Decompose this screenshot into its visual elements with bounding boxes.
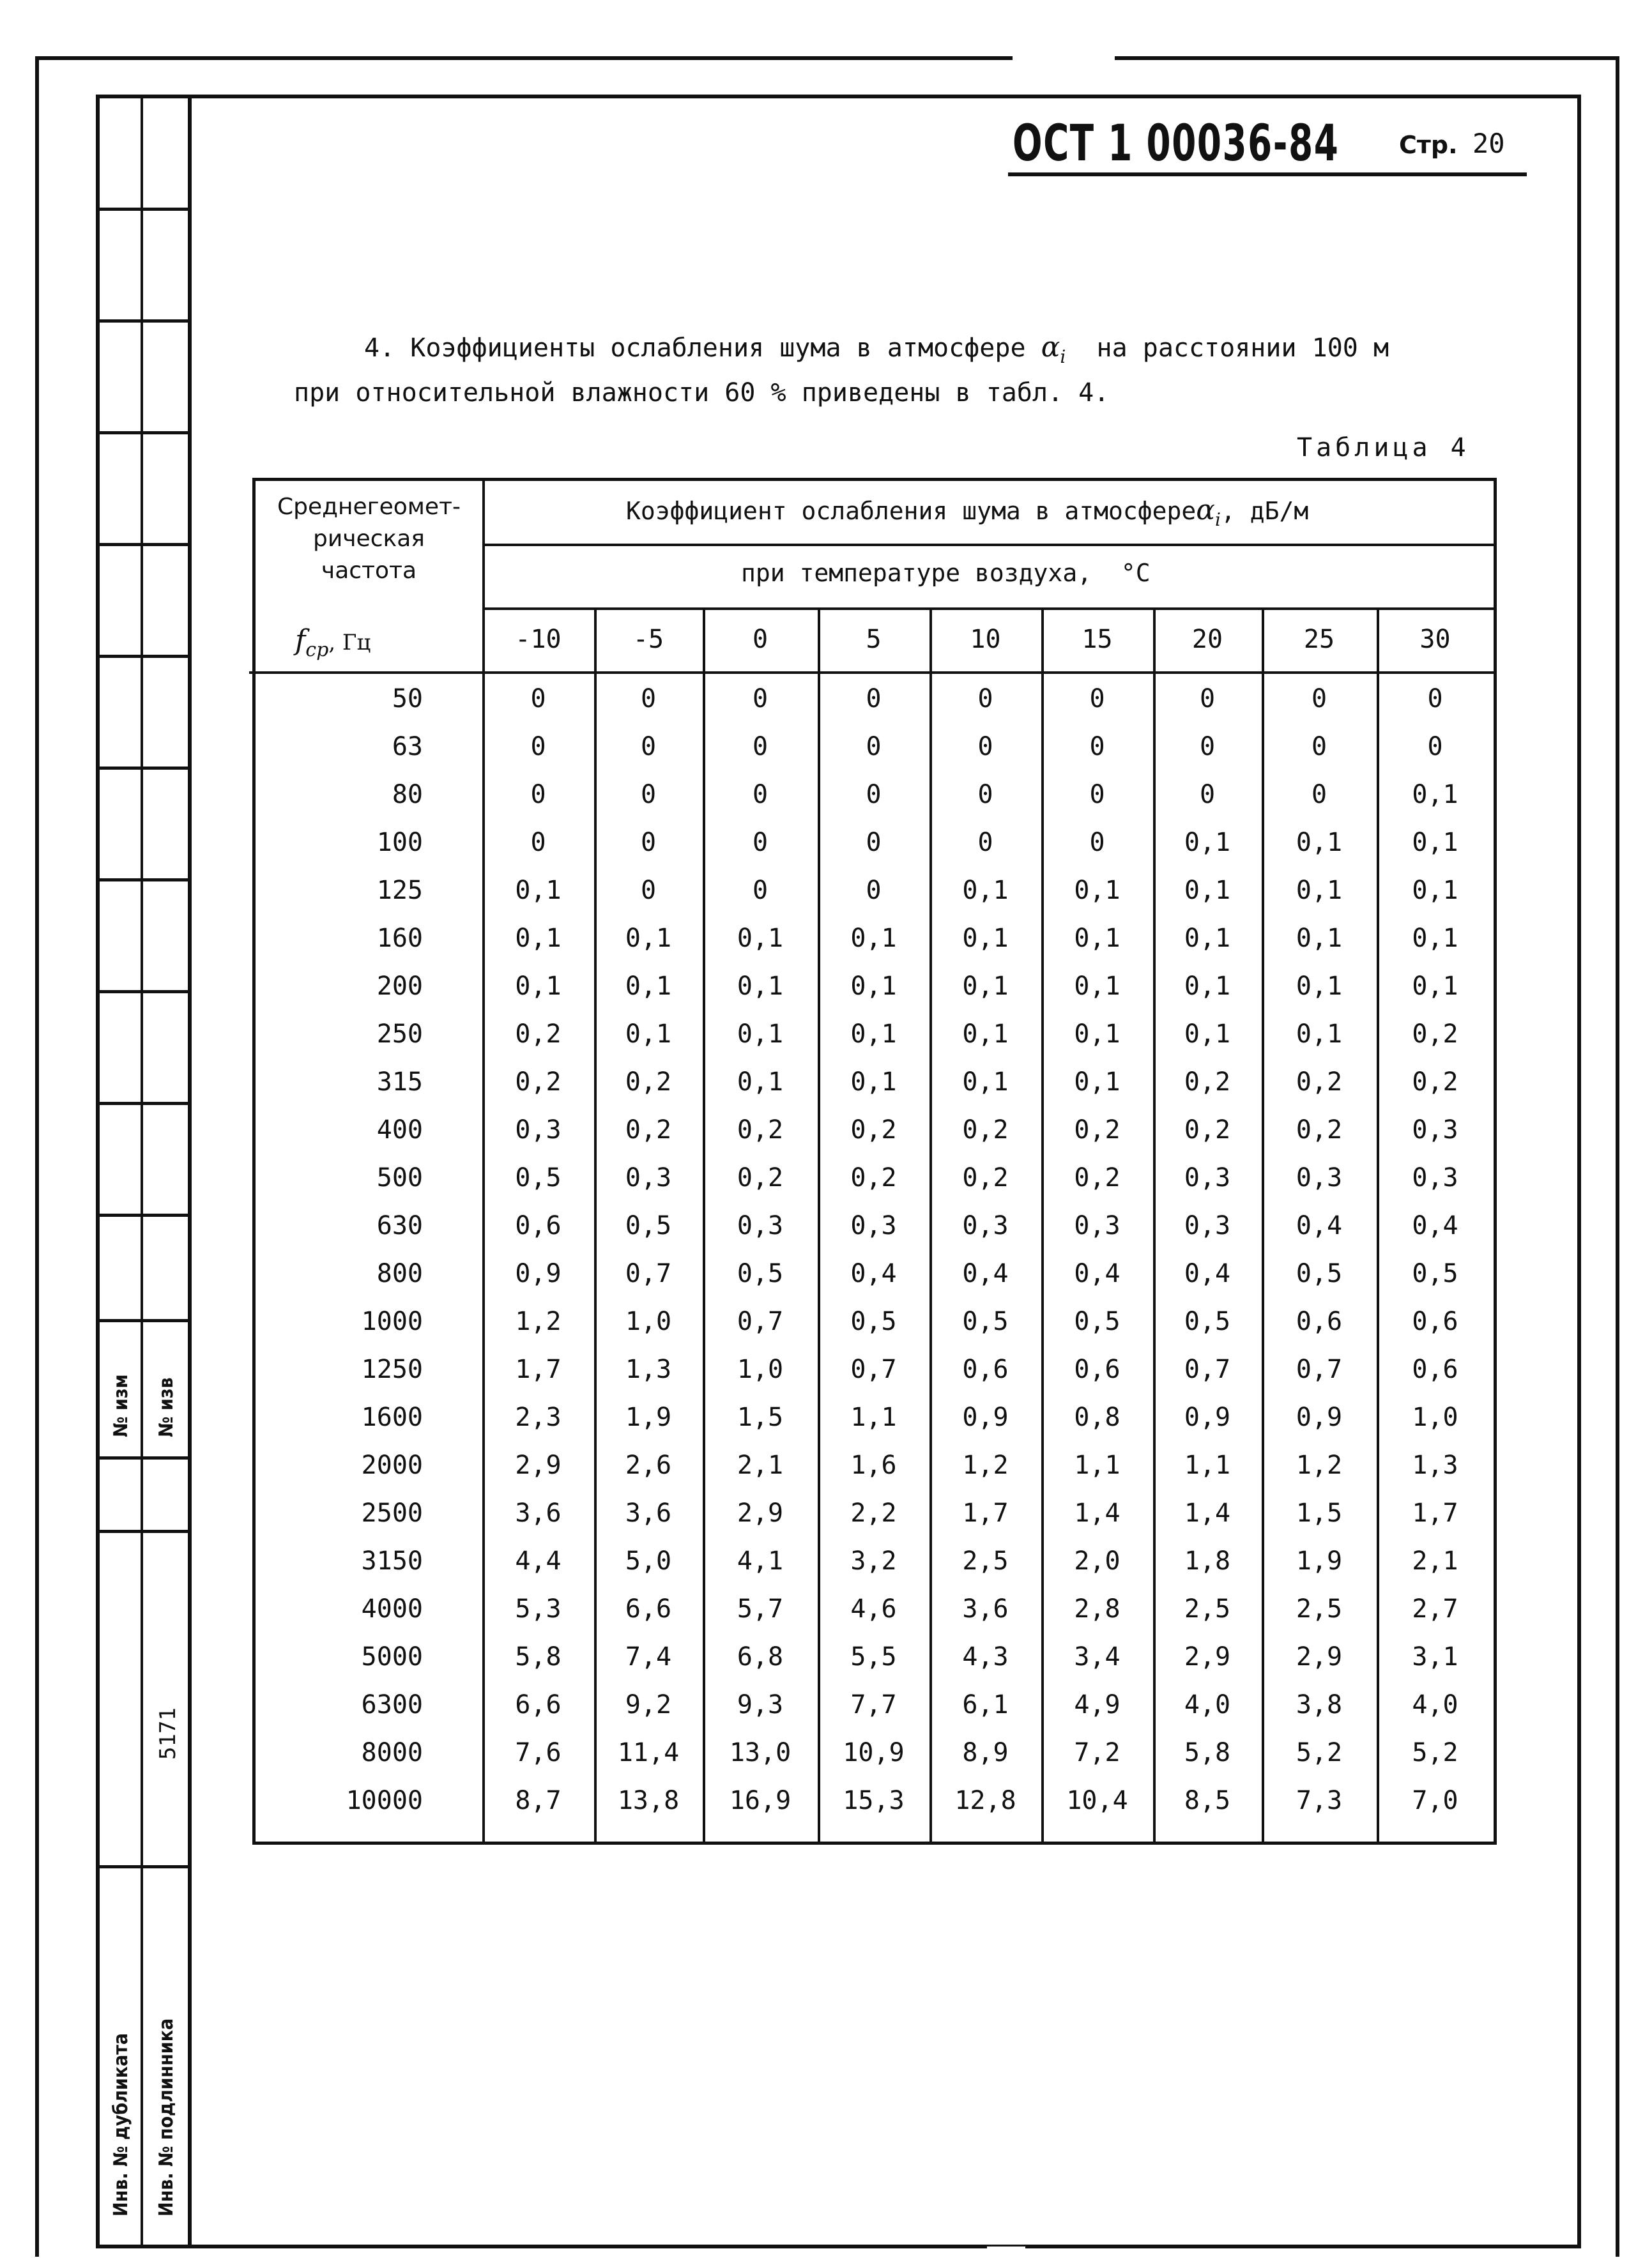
inv-original-label: Инв. № подлинника xyxy=(155,2018,178,2216)
frequency-value: 400 xyxy=(376,1115,423,1145)
coefficient-value: 11,4 xyxy=(617,1738,680,1767)
coefficient-value: 1,3 xyxy=(1412,1451,1458,1480)
coefficient-value: 5,3 xyxy=(515,1594,562,1624)
frequency-value: 1600 xyxy=(361,1403,423,1432)
coefficient-value: 0,5 xyxy=(1074,1307,1120,1336)
coefficient-value: 0,5 xyxy=(515,1163,562,1193)
coefficient-value: 0,1 xyxy=(625,1019,672,1049)
coefficient-value: 0 xyxy=(1199,732,1216,761)
coefficient-value: 1,0 xyxy=(737,1355,784,1384)
intro-line-1 xyxy=(364,331,1389,367)
table-caption: Таблица 4 xyxy=(1297,433,1470,462)
coefficient-value: 0,1 xyxy=(1296,876,1343,905)
page-number: 20 xyxy=(1472,128,1505,159)
coefficient-value: 1,7 xyxy=(515,1355,562,1384)
frequency-value: 315 xyxy=(376,1067,423,1097)
coefficient-value: 2,6 xyxy=(625,1451,672,1480)
coefficient-value: 0,1 xyxy=(1412,828,1458,857)
coefficient-value: 0 xyxy=(1199,780,1216,809)
coefficient-value: 0,2 xyxy=(515,1067,562,1097)
coefficient-value: 0,4 xyxy=(1184,1259,1231,1288)
border-gap xyxy=(1013,51,1115,64)
coefficient-value: 0,2 xyxy=(1296,1115,1343,1145)
coefficient-value: 0,1 xyxy=(850,1019,897,1049)
temperature-cell: 0 xyxy=(752,625,769,654)
coefficient-value: 0,1 xyxy=(1074,972,1120,1001)
coefficient-value: 0 xyxy=(866,828,882,857)
coefficient-value: 0,1 xyxy=(515,924,562,953)
coefficient-value: 0 xyxy=(977,780,993,809)
stamp-strip-line xyxy=(96,990,192,993)
coefficient-value: 4,3 xyxy=(962,1642,1009,1672)
coefficient-value: 3,6 xyxy=(625,1499,672,1528)
coefficient-value: 0,4 xyxy=(850,1259,897,1288)
coefficient-value: 0 xyxy=(1089,828,1105,857)
temperature-cell: 30 xyxy=(1419,625,1451,654)
coefficient-value: 0 xyxy=(752,780,769,809)
coefficient-value: 0,1 xyxy=(515,876,562,905)
coefficient-value: 2,0 xyxy=(1074,1546,1120,1576)
coefficient-value: 7,0 xyxy=(1412,1786,1458,1815)
coefficient-value: 0 xyxy=(640,828,657,857)
coefficient-value: 0,2 xyxy=(1412,1019,1458,1049)
coefficient-value: 0,2 xyxy=(1412,1067,1458,1097)
coefficient-value: 0,3 xyxy=(1412,1163,1458,1193)
coefficient-value: 0,4 xyxy=(1412,1211,1458,1240)
table-header-divider xyxy=(482,607,1494,610)
document-code: ОСТ 1 00036-84 xyxy=(1013,115,1340,172)
coefficient-value: 0,1 xyxy=(1184,828,1231,857)
temperature-cell: 20 xyxy=(1191,625,1223,654)
freq-header-line: Среднегеомет- xyxy=(277,494,461,520)
frequency-value: 80 xyxy=(392,780,423,809)
coefficient-value: 1,6 xyxy=(850,1451,897,1480)
coefficient-value: 0,1 xyxy=(1296,972,1343,1001)
coefficient-value: 0,1 xyxy=(737,924,784,953)
coefficient-value: 4,0 xyxy=(1412,1690,1458,1720)
coefficient-value: 0 xyxy=(866,684,882,713)
stamp-strip-line xyxy=(96,1530,192,1533)
coefficient-value: 0,3 xyxy=(1296,1163,1343,1193)
coefficient-value: 0,6 xyxy=(962,1355,1009,1384)
coefficient-value: 0,1 xyxy=(1296,1019,1343,1049)
temperature-cell: 5 xyxy=(866,625,882,654)
coefficient-value: 2,9 xyxy=(1184,1642,1231,1672)
coefficient-value: 2,3 xyxy=(515,1403,562,1432)
coefficient-value: 0,2 xyxy=(962,1163,1009,1193)
coefficient-value: 1,4 xyxy=(1184,1499,1231,1528)
coefficient-value: 0,2 xyxy=(850,1163,897,1193)
coefficient-value: 0,1 xyxy=(1074,1019,1120,1049)
coefficient-value: 3,6 xyxy=(515,1499,562,1528)
frequency-column-header xyxy=(256,491,482,587)
freq-header-line: рическая xyxy=(313,526,425,552)
frequency-value: 125 xyxy=(376,876,423,905)
frequency-value: 4000 xyxy=(361,1594,423,1624)
coefficient-value: 0,4 xyxy=(962,1259,1009,1288)
coefficient-value: 6,8 xyxy=(737,1642,784,1672)
frequency-value: 800 xyxy=(376,1259,423,1288)
coefficient-value: 0,1 xyxy=(1184,876,1231,905)
coefficient-value: 0,2 xyxy=(850,1115,897,1145)
coefficient-value: 6,6 xyxy=(625,1594,672,1624)
coefficient-value: 0,9 xyxy=(962,1403,1009,1432)
coefficient-value: 0,6 xyxy=(1296,1307,1343,1336)
coefficient-value: 0 xyxy=(866,876,882,905)
stamp-strip-line xyxy=(96,767,192,770)
temperature-cell: 15 xyxy=(1082,625,1113,654)
coefficient-value: 0 xyxy=(752,732,769,761)
frequency-value: 6300 xyxy=(361,1690,423,1720)
coefficient-value: 8,9 xyxy=(962,1738,1009,1767)
coefficient-value: 0,5 xyxy=(1296,1259,1343,1288)
coefficient-value: 0 xyxy=(1089,684,1105,713)
coefficient-value: 8,7 xyxy=(515,1786,562,1815)
coefficient-value: 2,5 xyxy=(1296,1594,1343,1624)
coefficient-value: 0,1 xyxy=(625,924,672,953)
coefficient-value: 0,4 xyxy=(1074,1259,1120,1288)
coefficient-value: 0,2 xyxy=(737,1115,784,1145)
coefficient-value: 1,2 xyxy=(515,1307,562,1336)
frequency-value: 2500 xyxy=(361,1499,423,1528)
coefficient-value: 0,2 xyxy=(1074,1163,1120,1193)
coefficient-value: 0,9 xyxy=(1296,1403,1343,1432)
coefficient-value: 0,3 xyxy=(1412,1115,1458,1145)
coefficient-value: 5,2 xyxy=(1296,1738,1343,1767)
frequency-value: 630 xyxy=(376,1211,423,1240)
coefficient-value: 0,7 xyxy=(1296,1355,1343,1384)
coefficient-value: 6,1 xyxy=(962,1690,1009,1720)
coefficient-value: 0,5 xyxy=(1184,1307,1231,1336)
frequency-value: 250 xyxy=(376,1019,423,1049)
coefficient-value: 0 xyxy=(1427,684,1443,713)
temperature-header: при температуре воздуха, °С xyxy=(741,559,1151,587)
coefficient-value: 0,6 xyxy=(1412,1307,1458,1336)
coefficient-value: 15,3 xyxy=(843,1786,905,1815)
coefficient-value: 2,1 xyxy=(1412,1546,1458,1576)
coefficient-value: 0 xyxy=(1089,780,1105,809)
coefficient-value: 7,6 xyxy=(515,1738,562,1767)
frequency-value: 100 xyxy=(376,828,423,857)
frequency-value: 5000 xyxy=(361,1642,423,1672)
document-code-underline xyxy=(1008,172,1527,176)
coefficient-value: 0 xyxy=(752,684,769,713)
coefficient-value: 1,7 xyxy=(962,1499,1009,1528)
stamp-strip-line xyxy=(96,1214,192,1217)
coefficient-value: 0,2 xyxy=(1296,1067,1343,1097)
coefficient-value: 2,2 xyxy=(850,1499,897,1528)
coefficient-value: 0,1 xyxy=(962,924,1009,953)
coefficient-value: 5,8 xyxy=(1184,1738,1231,1767)
coefficient-value: 5,0 xyxy=(625,1546,672,1576)
coefficient-value: 0 xyxy=(640,684,657,713)
coefficient-value: 16,9 xyxy=(729,1786,792,1815)
coefficient-value: 0,1 xyxy=(737,1019,784,1049)
coefficient-value: 0,1 xyxy=(1074,924,1120,953)
frequency-value: 63 xyxy=(392,732,423,761)
coefficient-value: 0,9 xyxy=(515,1259,562,1288)
coefficient-value: 0,3 xyxy=(737,1211,784,1240)
coefficient-value: 0 xyxy=(1311,780,1327,809)
coefficient-value: 0,1 xyxy=(962,1019,1009,1049)
coefficient-value: 1,2 xyxy=(962,1451,1009,1480)
coefficient-value: 0,2 xyxy=(1184,1115,1231,1145)
stamp-strip-line xyxy=(96,543,192,546)
frequency-value: 500 xyxy=(376,1163,423,1193)
coefficient-value: 1,0 xyxy=(625,1307,672,1336)
coefficient-value: 0,1 xyxy=(962,1067,1009,1097)
coefficient-value: 1,4 xyxy=(1074,1499,1120,1528)
coefficient-value: 3,6 xyxy=(962,1594,1009,1624)
coefficient-value: 0,1 xyxy=(1184,972,1231,1001)
coefficient-value: 0,3 xyxy=(515,1115,562,1145)
coefficient-value: 0 xyxy=(640,780,657,809)
coefficient-value: 5,5 xyxy=(850,1642,897,1672)
temperature-cell: -5 xyxy=(632,625,664,654)
coefficient-value: 3,8 xyxy=(1296,1690,1343,1720)
frequency-value: 1250 xyxy=(361,1355,423,1384)
coefficient-value: 0,3 xyxy=(1074,1211,1120,1240)
coefficient-value: 0 xyxy=(1311,732,1327,761)
temperature-cell: -10 xyxy=(515,625,562,654)
coefficient-value: 4,0 xyxy=(1184,1690,1231,1720)
frequency-value: 1000 xyxy=(361,1307,423,1336)
coefficient-value: 5,7 xyxy=(737,1594,784,1624)
coefficient-value: 0,1 xyxy=(850,972,897,1001)
coefficient-value: 0,3 xyxy=(850,1211,897,1240)
coefficient-value: 1,1 xyxy=(1074,1451,1120,1480)
coefficient-value: 0,1 xyxy=(1184,1019,1231,1049)
coefficient-value: 0 xyxy=(977,732,993,761)
intro-line-1-end: на расстоянии 100 м xyxy=(1096,333,1389,363)
coefficient-value: 10,4 xyxy=(1066,1786,1128,1815)
stamp-strip-line xyxy=(96,1319,192,1322)
frequency-value: 3150 xyxy=(361,1546,423,1576)
stamp-strip xyxy=(96,95,192,2248)
coefficient-value: 0 xyxy=(1311,684,1327,713)
coefficient-value: 13,8 xyxy=(617,1786,680,1815)
coefficient-value: 13,0 xyxy=(729,1738,792,1767)
coefficient-value: 0,4 xyxy=(1296,1211,1343,1240)
coefficient-value: 0,1 xyxy=(1184,924,1231,953)
coefficient-value: 0,5 xyxy=(850,1307,897,1336)
stamp-strip-line xyxy=(96,1865,192,1868)
coefficient-value: 3,1 xyxy=(1412,1642,1458,1672)
coefficient-value: 0,1 xyxy=(962,876,1009,905)
coefficient-value: 8,5 xyxy=(1184,1786,1231,1815)
coefficient-value: 0,5 xyxy=(962,1307,1009,1336)
coefficient-value: 0,3 xyxy=(962,1211,1009,1240)
coefficient-value: 0,6 xyxy=(515,1211,562,1240)
coefficient-value: 0 xyxy=(640,876,657,905)
coefficient-value: 1,3 xyxy=(625,1355,672,1384)
coefficient-value: 0,1 xyxy=(1412,780,1458,809)
coefficient-value: 9,3 xyxy=(737,1690,784,1720)
coefficient-value: 0 xyxy=(866,732,882,761)
coefficient-value: 2,5 xyxy=(1184,1594,1231,1624)
coefficient-value: 10,9 xyxy=(843,1738,905,1767)
coefficient-value: 0 xyxy=(977,684,993,713)
stamp-strip-line xyxy=(96,208,192,211)
coefficient-value: 5,2 xyxy=(1412,1738,1458,1767)
coefficient-value: 5,8 xyxy=(515,1642,562,1672)
coefficient-value: 0,1 xyxy=(1412,876,1458,905)
alpha-symbol: $\alpha_i$ xyxy=(1041,331,1066,367)
coefficient-value: 0 xyxy=(640,732,657,761)
coefficient-value: 4,9 xyxy=(1074,1690,1120,1720)
frequency-symbol: $f_{ср}$, Гц xyxy=(295,624,371,661)
coefficient-value: 0,2 xyxy=(962,1115,1009,1145)
coefficient-value: 0 xyxy=(752,828,769,857)
coefficient-header: Коэффициент ослабления шума в атмосфереα$_i$, дБ/м xyxy=(626,494,1309,530)
coefficient-value: 2,8 xyxy=(1074,1594,1120,1624)
coefficient-value: 0,5 xyxy=(625,1211,672,1240)
coefficient-value: 0,5 xyxy=(1412,1259,1458,1288)
coefficient-value: 0,2 xyxy=(625,1067,672,1097)
stamp-strip-line xyxy=(96,431,192,434)
coefficient-value: 1,9 xyxy=(1296,1546,1343,1576)
coefficient-value: 7,7 xyxy=(850,1690,897,1720)
coefficient-value: 0,3 xyxy=(1184,1211,1231,1240)
coefficient-value: 0,7 xyxy=(625,1259,672,1288)
coefficient-value: 4,4 xyxy=(515,1546,562,1576)
stamp-strip-divider xyxy=(141,95,143,2248)
coefficient-value: 0,3 xyxy=(1184,1163,1231,1193)
coefficient-value: 0,1 xyxy=(1412,924,1458,953)
coefficient-value: 0,2 xyxy=(515,1019,562,1049)
coefficient-value: 0,5 xyxy=(737,1259,784,1288)
temperature-cell: 25 xyxy=(1303,625,1335,654)
coefficient-value: 1,1 xyxy=(1184,1451,1231,1480)
coefficient-value: 0,3 xyxy=(625,1163,672,1193)
coefficient-value: 2,1 xyxy=(737,1451,784,1480)
intro-line-1-start: 4. Коэффициенты ослабления шума в атмосфере xyxy=(364,333,1026,363)
coefficient-value: 1,8 xyxy=(1184,1546,1231,1576)
freq-header-line: частота xyxy=(321,558,417,584)
coefficient-value: 0 xyxy=(1427,732,1443,761)
inv-duplicate-label: Инв. № дубликата xyxy=(110,2033,132,2216)
coefficient-value: 2,9 xyxy=(737,1499,784,1528)
coefficient-value: 3,4 xyxy=(1074,1642,1120,1672)
coefficient-value: 0,9 xyxy=(1184,1403,1231,1432)
coefficient-value: 1,9 xyxy=(625,1403,672,1432)
table-header-divider xyxy=(482,544,1494,546)
coefficient-value: 0,7 xyxy=(737,1307,784,1336)
attenuation-table xyxy=(252,478,1497,1845)
coefficient-value: 0 xyxy=(1199,684,1216,713)
coefficient-value: 2,7 xyxy=(1412,1594,1458,1624)
coefficient-value: 0,6 xyxy=(1074,1355,1120,1384)
coefficient-value: 1,7 xyxy=(1412,1499,1458,1528)
izv-no-label: № изв xyxy=(155,1377,178,1437)
coefficient-value: 0,1 xyxy=(1296,828,1343,857)
coefficient-value: 2,9 xyxy=(1296,1642,1343,1672)
intro-line-2: при относительной влажности 60 % приведены в табл. 4. xyxy=(294,378,1110,408)
frequency-value: 8000 xyxy=(361,1738,423,1767)
temperature-cell: 10 xyxy=(970,625,1001,654)
coefficient-value: 4,6 xyxy=(850,1594,897,1624)
coefficient-value: 1,1 xyxy=(850,1403,897,1432)
coefficient-value: 0,2 xyxy=(1074,1115,1120,1145)
frequency-value: 10000 xyxy=(346,1786,423,1815)
coefficient-value: 0 xyxy=(752,876,769,905)
coefficient-value: 0,1 xyxy=(962,972,1009,1001)
coefficient-value: 0,2 xyxy=(1184,1067,1231,1097)
coefficient-value: 0 xyxy=(530,828,546,857)
coefficient-value: 0,1 xyxy=(625,972,672,1001)
coefficient-value: 0 xyxy=(530,780,546,809)
coefficient-value: 0,1 xyxy=(1296,924,1343,953)
coefficient-value: 0,1 xyxy=(1074,876,1120,905)
coefficient-value: 0,1 xyxy=(737,972,784,1001)
coefficient-value: 0,2 xyxy=(625,1115,672,1145)
coefficient-value: 1,5 xyxy=(737,1403,784,1432)
coefficient-value: 7,2 xyxy=(1074,1738,1120,1767)
frequency-value: 50 xyxy=(392,684,423,713)
coefficient-value: 0 xyxy=(530,732,546,761)
coefficient-value: 7,4 xyxy=(625,1642,672,1672)
coefficient-value: 9,2 xyxy=(625,1690,672,1720)
frequency-value: 2000 xyxy=(361,1451,423,1480)
stamp-strip-line xyxy=(96,878,192,881)
coefficient-value: 0,1 xyxy=(850,1067,897,1097)
coefficient-value: 12,8 xyxy=(954,1786,1016,1815)
coefficient-value: 0 xyxy=(530,684,546,713)
stamp-strip-line xyxy=(96,1456,192,1460)
coefficient-value: 0,1 xyxy=(737,1067,784,1097)
coefficient-value: 0,7 xyxy=(850,1355,897,1384)
coefficient-value: 3,2 xyxy=(850,1546,897,1576)
coefficient-value: 1,0 xyxy=(1412,1403,1458,1432)
stamp-strip-line xyxy=(96,319,192,323)
stamp-strip-line xyxy=(96,655,192,658)
coefficient-value: 0,7 xyxy=(1184,1355,1231,1384)
coefficient-value: 0 xyxy=(1089,732,1105,761)
page-label: Стр. xyxy=(1399,131,1458,159)
coefficient-value: 0,1 xyxy=(515,972,562,1001)
coefficient-value: 0,6 xyxy=(1412,1355,1458,1384)
coefficient-value: 2,5 xyxy=(962,1546,1009,1576)
stamp-strip-line xyxy=(96,1102,192,1105)
frequency-value: 160 xyxy=(376,924,423,953)
coefficient-value: 0 xyxy=(866,780,882,809)
coefficient-value: 0,8 xyxy=(1074,1403,1120,1432)
coefficient-value: 0,1 xyxy=(850,924,897,953)
coefficient-value: 0,2 xyxy=(737,1163,784,1193)
inv-original-value: 5171 xyxy=(155,1707,181,1760)
frequency-value: 200 xyxy=(376,972,423,1001)
coefficient-value: 1,2 xyxy=(1296,1451,1343,1480)
coefficient-value: 0 xyxy=(977,828,993,857)
coefficient-value: 2,9 xyxy=(515,1451,562,1480)
coefficient-value: 0,1 xyxy=(1412,972,1458,1001)
coefficient-value: 0,1 xyxy=(1074,1067,1120,1097)
coefficient-value: 6,6 xyxy=(515,1690,562,1720)
coefficient-value: 7,3 xyxy=(1296,1786,1343,1815)
coefficient-value: 1,5 xyxy=(1296,1499,1343,1528)
izm-no-label: № изм xyxy=(110,1374,132,1437)
coefficient-value: 4,1 xyxy=(737,1546,784,1576)
border-gap xyxy=(987,2247,1025,2253)
